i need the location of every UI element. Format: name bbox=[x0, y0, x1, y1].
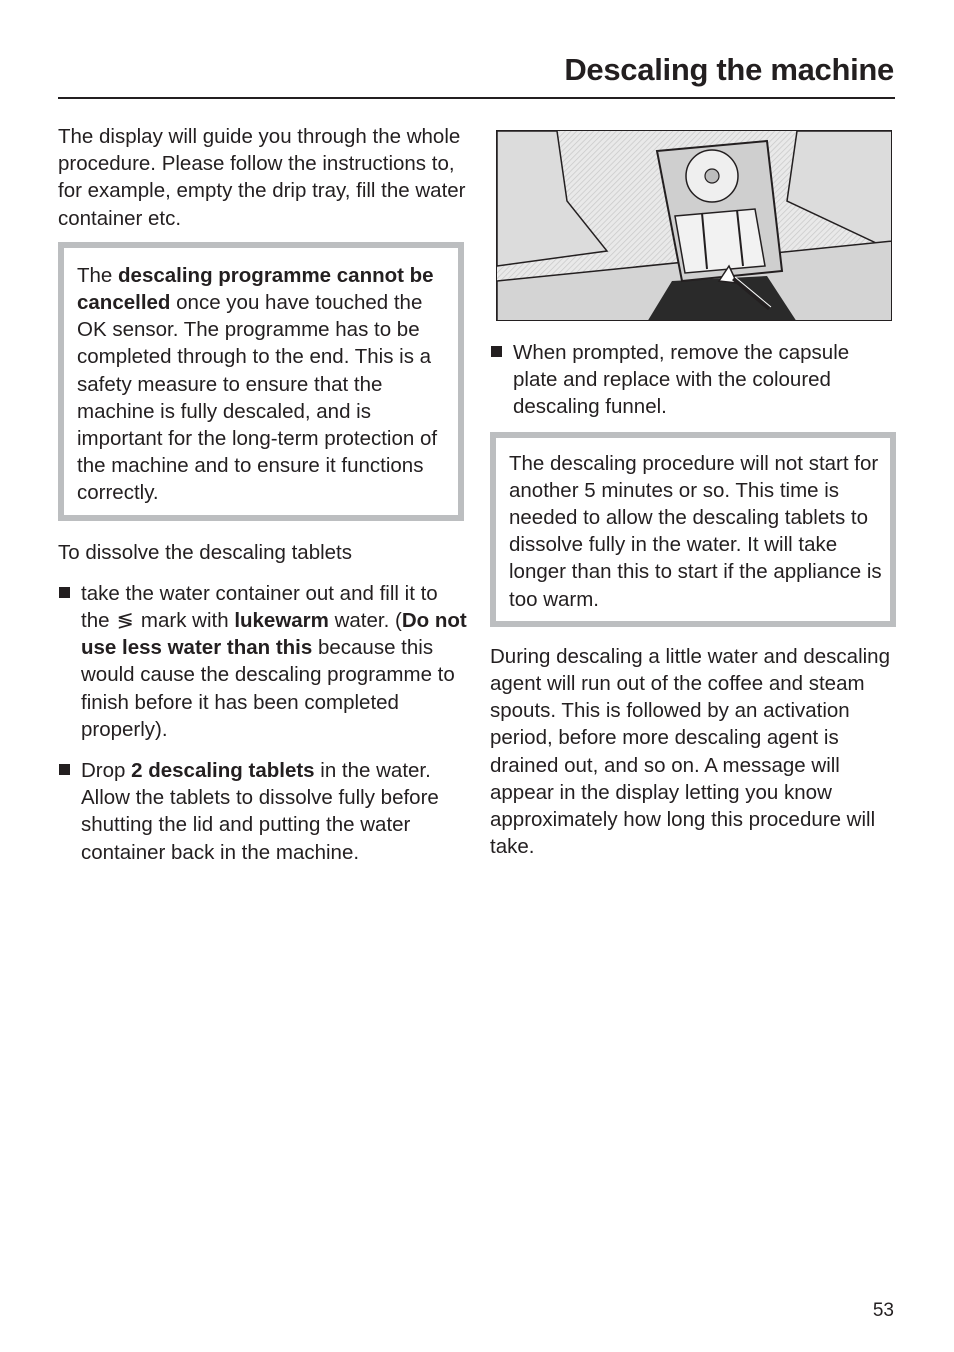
bullet-square-icon bbox=[59, 764, 70, 775]
info-note-text: The descaling procedure will not start for another 5 minutes or so. This time is needed to allow the descaling tablets to dissolve fully in the water. It will take longer than this to start if the appliance is too warm. bbox=[509, 451, 882, 611]
right-column bbox=[490, 339, 896, 860]
bullet-text: take the water container out and fill it to the ≶ mark with lukewarm water. (Do not use less water than this because this would cause the descaling programme to finish before it has been completed properly). bbox=[81, 581, 467, 741]
bullet-text: Drop 2 descaling tablets in the water. Allow the tablets to dissolve fully before shutting the lid and putting the water container back in the machine. bbox=[81, 759, 439, 864]
warning-note-box bbox=[58, 242, 464, 521]
list-item bbox=[58, 757, 468, 866]
info-note-box bbox=[490, 432, 896, 627]
left-column bbox=[58, 123, 468, 866]
list-item bbox=[490, 339, 896, 421]
bullet-text: When prompted, remove the capsule plate and replace with the coloured descaling funnel. bbox=[513, 341, 850, 419]
bullet-square-icon bbox=[491, 346, 502, 357]
bullet-square-icon bbox=[59, 587, 70, 598]
descaling-funnel-illustration bbox=[496, 130, 892, 321]
warning-emphasis: descaling programme cannot be cancelled bbox=[77, 263, 434, 315]
warning-note-text: The descaling programme cannot be cancelled once you have touched the OK sensor. The programme has to be completed through to the end. This is a safety measure to ensure that the machine is fully descaled, and is important for the long-term protection of the machine and to ensure it functions correctly. bbox=[77, 263, 438, 505]
lead-text: To dissolve the descaling tablets bbox=[58, 540, 353, 564]
descaling-process-paragraph: During descaling a little water and descaling agent will run out of the coffee and steam spouts. This is followed by an activation period, before more descaling agent is drained out, and so on. A message will appear in the display letting you know approximately how long this procedure will take. bbox=[490, 644, 890, 859]
machine-illustration-svg bbox=[497, 131, 892, 321]
intro-paragraph: The display will guide you through the whole procedure. Please follow the instructions to, for example, empty the drip tray, fill the water container etc. bbox=[58, 125, 466, 230]
water-mark-icon: ≶ bbox=[116, 609, 134, 633]
page-title: Descaling the machine bbox=[564, 52, 894, 87]
title-rule bbox=[58, 97, 895, 99]
list-item bbox=[58, 580, 468, 743]
page-number: 53 bbox=[872, 1300, 894, 1321]
